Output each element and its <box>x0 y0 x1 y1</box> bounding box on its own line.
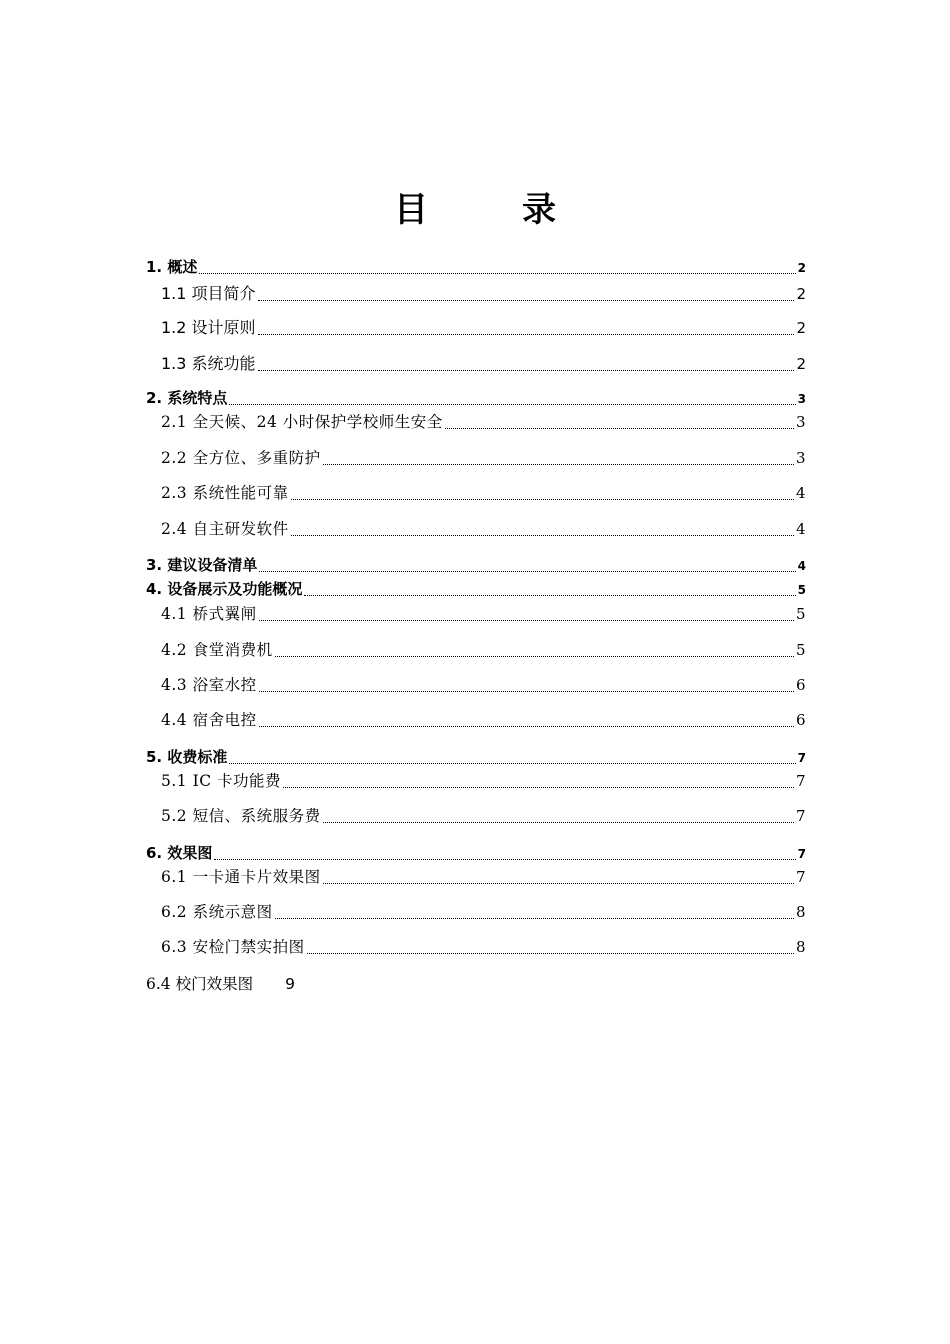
toc-entry-label: 2.4 自主研发软件 <box>161 520 289 538</box>
toc-entry-label: 2.2 全方位、多重防护 <box>161 449 321 467</box>
toc-entry-label: 1.2 设计原则 <box>161 318 256 337</box>
toc-entry-6-4[interactable] <box>146 972 295 994</box>
toc-entry-2-3[interactable] <box>161 481 806 503</box>
toc-entry-label: 1.3 系统功能 <box>161 354 256 373</box>
dot-leader <box>445 428 794 429</box>
toc-entry-label: 4. 设备展示及功能概况 <box>146 580 303 598</box>
toc-entry-page: 7 <box>797 847 806 861</box>
toc-entry-4[interactable] <box>146 578 806 599</box>
toc-entry-page: 7 <box>795 807 806 825</box>
toc-entry-page: 8 <box>795 903 806 921</box>
toc-entry-label: 1.1 项目简介 <box>161 284 256 303</box>
toc-entry-2-1[interactable] <box>161 410 806 432</box>
toc-entry-1[interactable] <box>146 256 806 277</box>
toc-entry-page: 6 <box>795 711 806 729</box>
toc-entry-2[interactable] <box>146 387 806 408</box>
toc-entry-page: 7 <box>797 751 806 765</box>
toc-entry-label: 5.1 IC 卡功能费 <box>161 772 281 790</box>
toc-entry-4-3[interactable] <box>161 673 806 695</box>
toc-entry-label: 2. 系统特点 <box>146 389 228 407</box>
dot-leader <box>259 620 794 621</box>
toc-entry-1-1[interactable] <box>161 281 806 304</box>
toc-entry-6[interactable] <box>146 842 806 863</box>
toc-entry-3[interactable] <box>146 554 806 575</box>
toc-entry-page: 4 <box>797 559 806 573</box>
toc-entry-label: 6.4 校门效果图 <box>146 975 254 993</box>
toc-title: 目 录 <box>394 190 586 230</box>
toc-entry-page: 2 <box>796 355 806 373</box>
dot-leader <box>258 370 795 371</box>
dot-leader <box>259 691 794 692</box>
toc-entry-page: 2 <box>796 285 806 303</box>
dot-leader <box>214 859 795 860</box>
toc-entry-page: 4 <box>795 520 806 538</box>
dot-leader <box>323 464 794 465</box>
toc-entry-label: 4.3 浴室水控 <box>161 676 257 694</box>
dot-leader <box>258 300 795 301</box>
toc-entry-page: 3 <box>795 413 806 431</box>
toc-entry-label: 2.3 系统性能可靠 <box>161 484 289 502</box>
toc-entry-4-4[interactable] <box>161 708 806 730</box>
dot-leader <box>291 535 794 536</box>
toc-entry-page: 8 <box>795 938 806 956</box>
toc-entry-label: 1. 概述 <box>146 258 198 276</box>
toc-entry-page: 2 <box>797 261 806 275</box>
toc-entry-label: 6.1 一卡通卡片效果图 <box>161 868 321 886</box>
dot-leader <box>259 726 794 727</box>
toc-entry-label: 6. 效果图 <box>146 844 213 862</box>
toc-entry-5-1[interactable] <box>161 769 806 791</box>
dot-leader <box>258 334 795 335</box>
toc-entry-6-3[interactable] <box>161 935 806 957</box>
dot-leader <box>283 787 794 788</box>
dot-leader <box>304 595 795 596</box>
toc-entry-label: 2.1 全天候、24 小时保护学校师生安全 <box>161 413 443 431</box>
toc-entry-label: 3. 建议设备清单 <box>146 556 258 574</box>
dot-leader <box>323 883 794 884</box>
dot-leader <box>229 404 795 405</box>
toc-entry-page: 7 <box>795 772 806 790</box>
toc-entry-1-2[interactable] <box>161 315 806 338</box>
toc-entry-page: 3 <box>795 449 806 467</box>
dot-leader <box>275 918 794 919</box>
toc-entry-label: 6.2 系统示意图 <box>161 903 273 921</box>
toc-entry-4-2[interactable] <box>161 638 806 660</box>
dot-leader <box>199 273 795 274</box>
toc-entry-page: 6 <box>795 676 806 694</box>
toc-entry-label: 5.2 短信、系统服务费 <box>161 807 321 825</box>
toc-entry-page: 7 <box>795 868 806 886</box>
toc-entry-page: 3 <box>797 392 806 406</box>
toc-entry-1-3[interactable] <box>161 351 806 374</box>
toc-entry-6-1[interactable] <box>161 865 806 887</box>
toc-entry-page: 2 <box>796 319 806 337</box>
toc-entry-label: 4.2 食堂消费机 <box>161 641 273 659</box>
toc-entry-2-2[interactable] <box>161 446 806 468</box>
toc-entry-label: 6.3 安检门禁实拍图 <box>161 938 305 956</box>
dot-leader <box>229 763 795 764</box>
dot-leader <box>275 656 794 657</box>
toc-entry-page: 4 <box>795 484 806 502</box>
toc-entry-label: 4.1 桥式翼闸 <box>161 605 257 623</box>
toc-entry-5-2[interactable] <box>161 804 806 826</box>
toc-entry-page: 5 <box>795 641 806 659</box>
dot-leader <box>307 953 794 954</box>
toc-entry-page: 5 <box>795 605 806 623</box>
toc-entry-page: 9 <box>285 975 295 993</box>
toc-entry-4-1[interactable] <box>161 602 806 624</box>
toc-entry-page: 5 <box>797 583 806 597</box>
toc-entry-5[interactable] <box>146 746 806 767</box>
toc-entry-2-4[interactable] <box>161 517 806 539</box>
toc-entry-label: 4.4 宿舍电控 <box>161 711 257 729</box>
toc-entry-6-2[interactable] <box>161 900 806 922</box>
dot-leader <box>291 499 794 500</box>
dot-leader <box>323 822 794 823</box>
dot-leader <box>259 571 795 572</box>
toc-entry-label: 5. 收费标准 <box>146 748 228 766</box>
